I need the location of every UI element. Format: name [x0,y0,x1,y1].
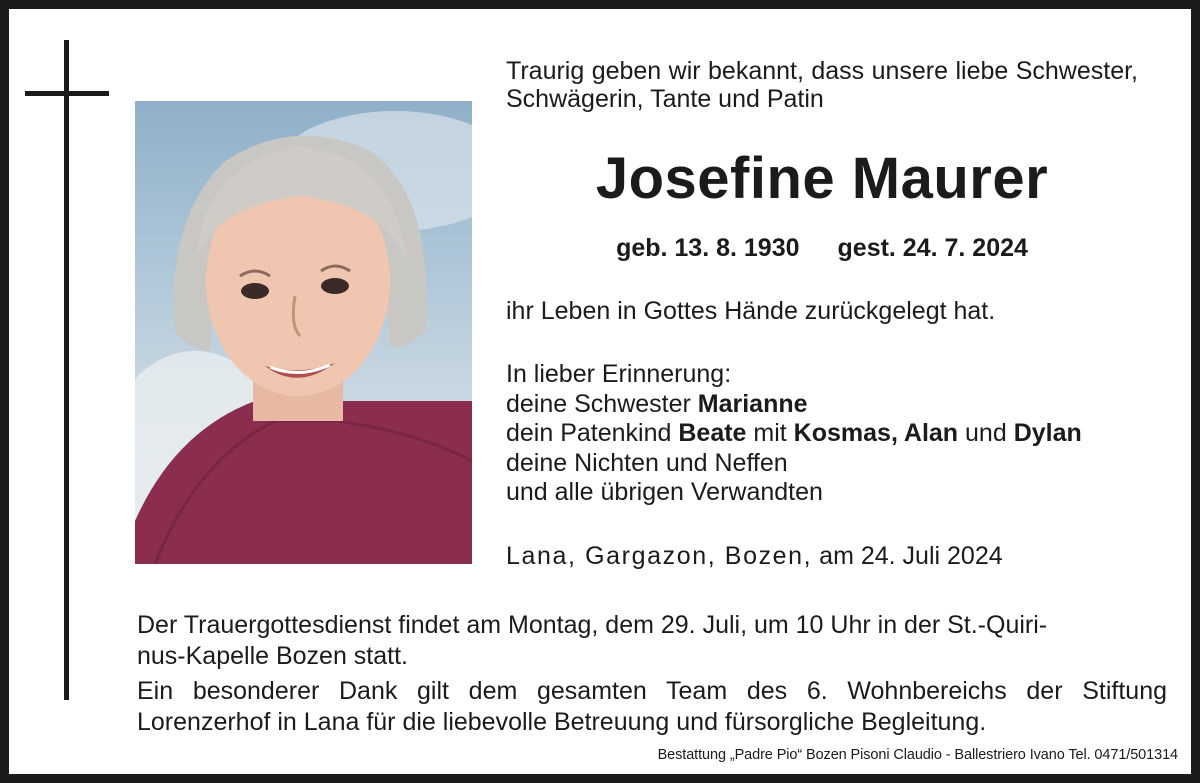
place-names: Lana, Gargazon, Bozen, [506,542,813,570]
mourner-nieces: deine Nichten und Neffen [506,448,788,477]
cross-icon-bar [25,91,109,96]
service-announcement [137,610,1167,672]
funeral-home-footer: Bestattung „Padre Pio“ Bozen Pisoni Claudio - Ballestriero Ivano Tel. 0471/501314 [657,747,1178,763]
life-text: ihr Leben in Gottes Hände zurückgelegt hat. [506,297,996,325]
mourner-godchild: dein Patenkind Beate mit Kosmas, Alan und Dylan [506,419,1082,447]
mourners-list [506,360,1082,508]
sister-name: Marianne [697,389,808,418]
portrait-photo [135,101,472,564]
life-dates [506,232,1138,264]
memory-heading: In lieber Erinnerung: [506,360,732,388]
death-date: gest. 24. 7. 2024 [837,234,1028,262]
place-date [506,541,1003,571]
mourner-sister: deine Schwester Marianne [506,389,808,418]
godchild-family: Kosmas, Alan [793,419,959,447]
birth-date: geb. 13. 8. 1930 [616,234,800,262]
deceased-name: Josefine Maurer [595,146,1049,211]
service-line-1: Der Trauergottesdienst findet am Montag, dem 29. Juli, um 10 Uhr in der St.-Quiri- [137,611,1048,639]
intro-text: Traurig geben wir bekannt, dass unsere liebe Schwester, Schwägerin, Tante und Patin [506,57,1138,113]
thanks-text: Ein besonderer Dank gilt dem gesamten Team des 6. Wohnbereichs der Stiftung Lorenzerhof in Lana für die liebevolle Betreuung und fürsorgliche Begleitung. [137,677,1167,736]
godchild-name: Beate [678,419,747,447]
cross-icon [64,40,69,700]
godchild-last: Dylan [1013,419,1082,447]
notice-date: am 24. Juli 2024 [812,542,1003,570]
service-line-2: nus-Kapelle Bozen statt. [137,642,408,670]
mourner-relatives: und alle übrigen Verwandten [506,478,823,506]
